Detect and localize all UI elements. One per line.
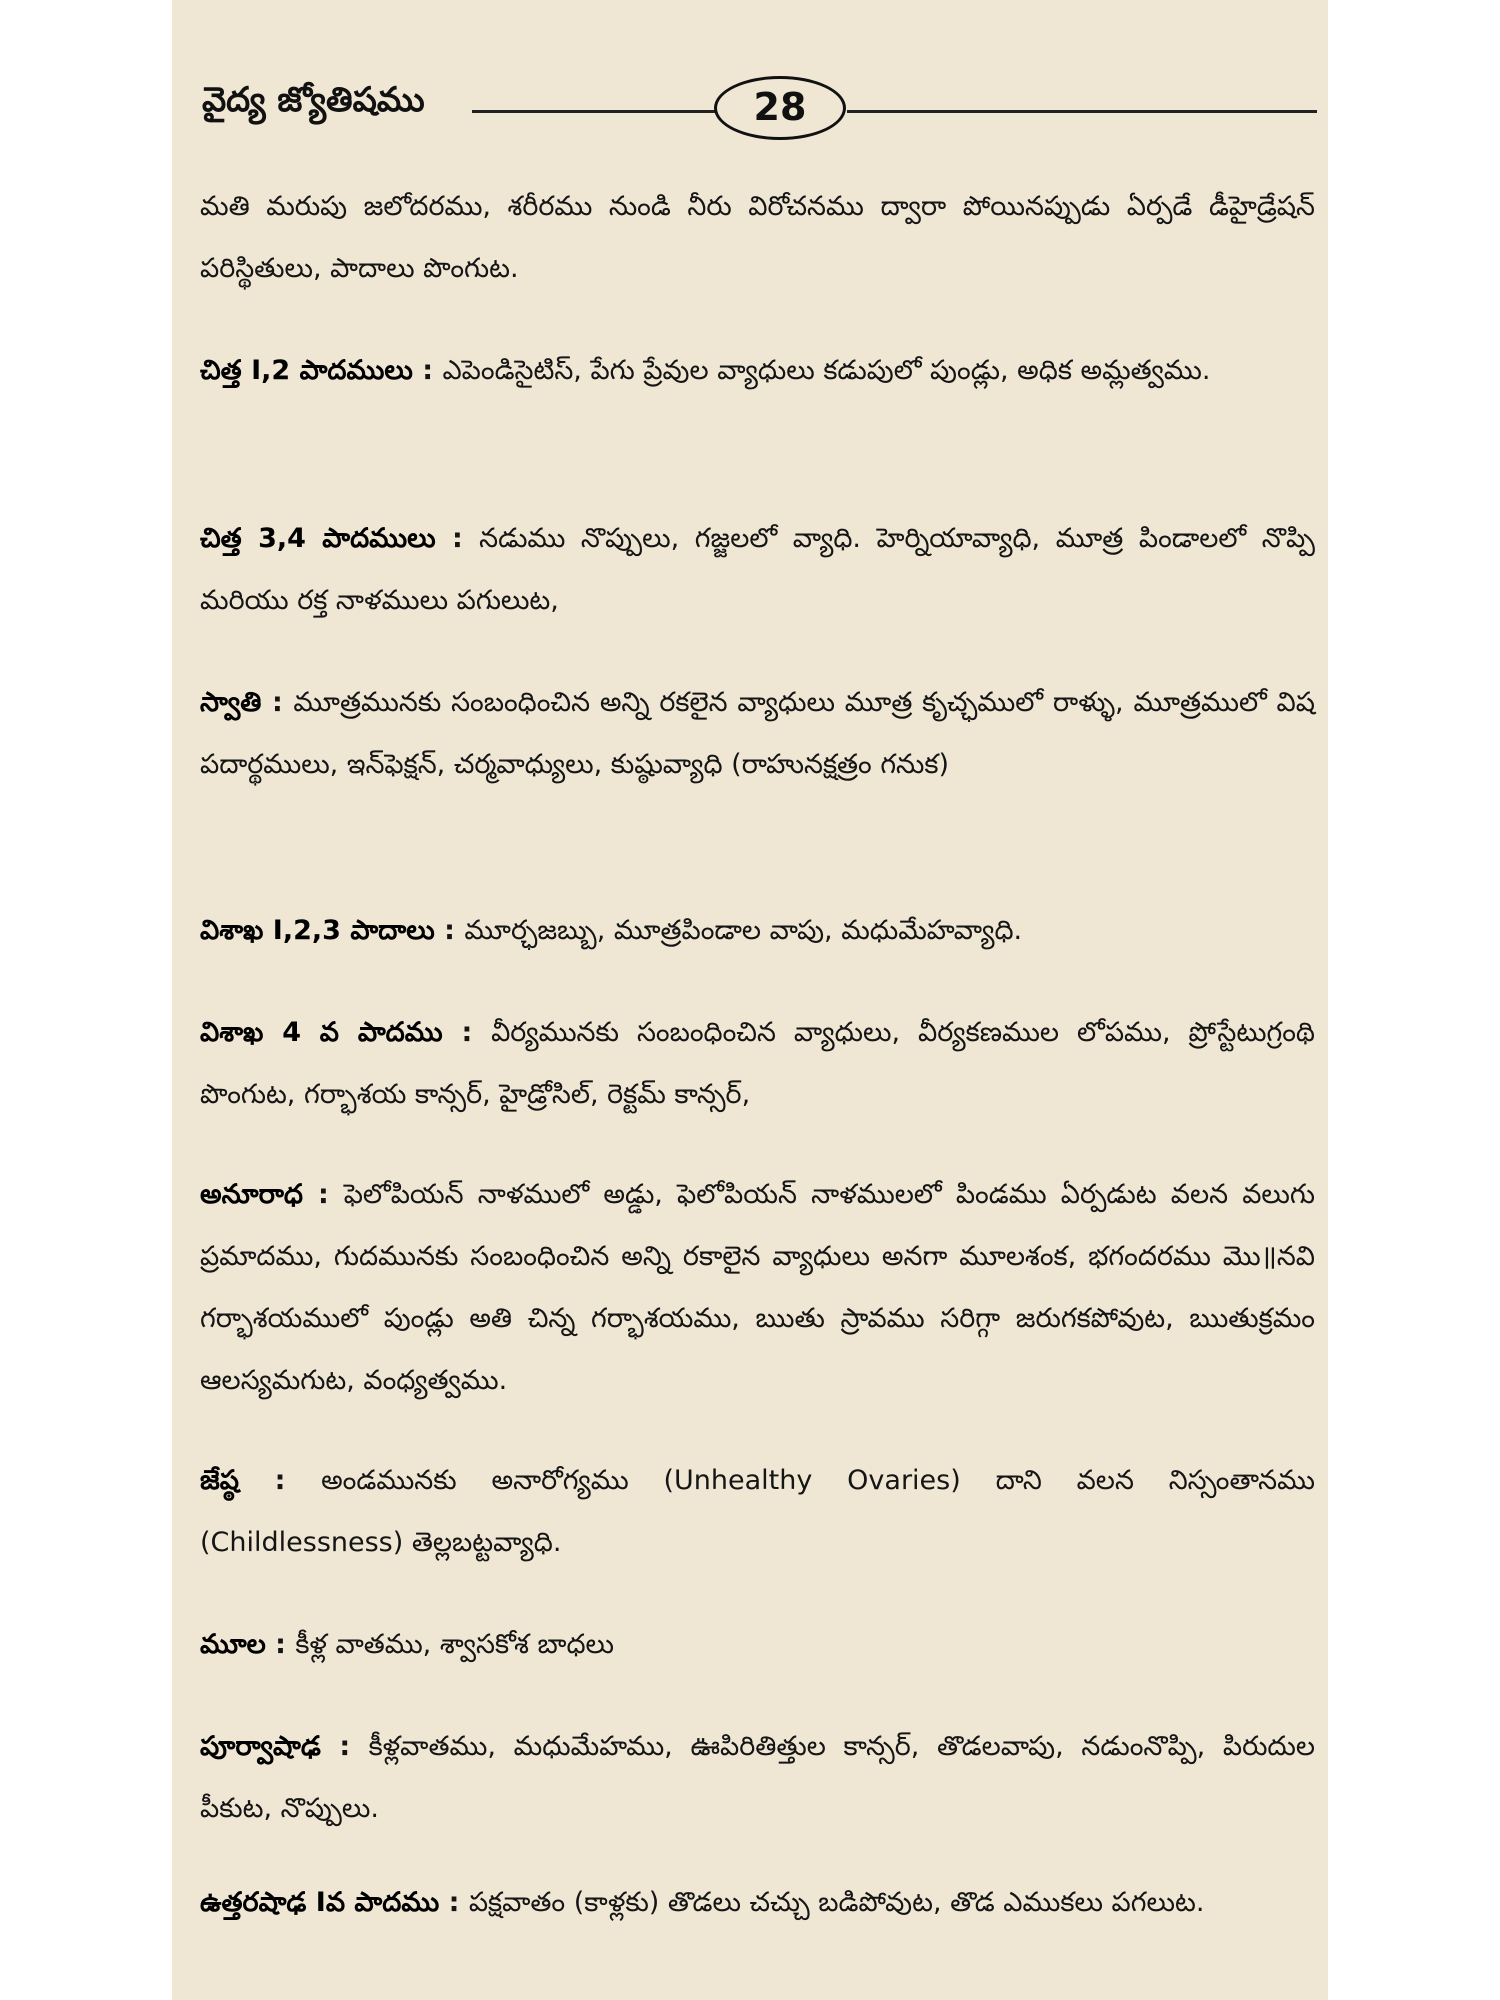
entry-text: కీళ్ల వాతము, శ్వాసకోశ బాధలు [295, 1629, 615, 1660]
entry-term: పూర్వాషాఢ [200, 1731, 321, 1762]
entry-text: కీళ్లవాతము, మధుమేహము, ఊపిరితిత్తుల కాన్సర్, తొడలవాపు, నడుంనొప్పి, పిరుదుల పీకుట, నొప్పులు. [200, 1731, 1315, 1824]
page-number: 28 [714, 76, 846, 140]
entry-swati: స్వాతి : మూత్రమునకు సంబంధించిన అన్ని రకలైన వ్యాధులు మూత్ర కృచ్ఛములో రాళ్ళు, మూత్రములో విష పదార్థములు, ఇన్‌ఫెక్షన్, చర్మవాధ్యులు, కుష్ఠువ్యాధి (రాహునక్షత్రం గనుక) [200, 687, 1315, 780]
entry-chitta-1-2: చిత్త I,2 పాదములు : ఎపెండిసైటిస్, పేగు ప్రేవుల వ్యాధులు కడుపులో పుండ్లు, అధిక అమ్లత్వము. [200, 355, 1211, 386]
entry-purvashadha: పూర్వాషాఢ : కీళ్లవాతము, మధుమేహము, ఊపిరితిత్తుల కాన్సర్, తొడలవాపు, నడుంనొప్పి, పిరుదుల పీకుట, నొప్పులు. [200, 1731, 1315, 1824]
entry-term: ఉత్తరషాఢ Iవ పాదము [200, 1887, 440, 1918]
entry-text: వీర్యమునకు సంబంధించిన వ్యాధులు, వీర్యకణముల లోపము, ప్రోస్టేటుగ్రంథి పొంగుట, గర్భాశయ కాన్సర్, హైడ్రోసిల్, రెక్టమ్ కాన్సర్, [200, 1017, 1315, 1110]
entry-text: ఫెలోపియన్ నాళములో అడ్డు, ఫెలోపియన్ నాళములలో పిండము ఏర్పడుట వలన వలుగు ప్రమాదము, గుదమునకు సంబంధించిన అన్ని రకాలైన వ్యాధులు అనగా మూలశంక, భగందరము మొ॥నవి గర్భాశయములో పుండ్లు అతి చిన్న గర్భాశయము, ఋతు స్రావము సరిగ్గా జరుగకపోవుట, ఋతుక్రమం ఆలస్యమగుట, వంధ్యత్వము. [200, 1179, 1315, 1396]
entry-anuradha: అనూరాధ : ఫెలోపియన్ నాళములో అడ్డు, ఫెలోపియన్ నాళములలో పిండము ఏర్పడుట వలన వలుగు ప్రమాదము, గుదమునకు సంబంధించిన అన్ని రకాలైన వ్యాధులు అనగా మూలశంక, భగందరము మొ॥నవి గర్భాశయములో పుండ్లు అతి చిన్న గర్భాశయము, ఋతు స్రావము సరిగ్గా జరుగకపోవుట, ఋతుక్రమం ఆలస్యమగుట, వంధ్యత్వము. [200, 1179, 1315, 1396]
entry-moola: మూల : కీళ్ల వాతము, శ్వాసకోశ బాధలు [200, 1629, 615, 1660]
entry-term: మూల [200, 1629, 266, 1660]
entry-term: విశాఖ I,2,3 పాదాలు [200, 915, 435, 946]
entry-text: మూర్ఛజబ్బు, మూత్రపిండాల వాపు, మధుమేహవ్యాధి. [464, 915, 1023, 946]
entry-text: ఎపెండిసైటిస్, పేగు ప్రేవుల వ్యాధులు కడుపులో పుండ్లు, అధిక అమ్లత్వము. [442, 355, 1211, 386]
intro-text: మతి మరుపు జలోదరము, శరీరము నుండి నీరు విరోచనము ద్వారా పోయినప్పుడు ఏర్పడే డీహైడ్రేషన్ పరిస్థితులు, పాదాలు పొంగుట. [200, 191, 1315, 284]
entry-term: చిత్త 3,4 పాదములు [200, 523, 436, 554]
entry-term: అనూరాధ [200, 1179, 303, 1210]
entry-text: నడుము నొప్పులు, గజ్జలలో వ్యాధి. హెర్నియావ్యాధి, మూత్ర పిండాలలో నొప్పి మరియు రక్త నాళములు పగులుట, [200, 523, 1315, 616]
entry-term: చిత్త I,2 పాదములు [200, 355, 413, 386]
entry-text: మూత్రమునకు సంబంధించిన అన్ని రకలైన వ్యాధులు మూత్ర కృచ్ఛములో రాళ్ళు, మూత్రములో విష పదార్థములు, ఇన్‌ఫెక్షన్, చర్మవాధ్యులు, కుష్ఠువ్యాధి (రాహునక్షత్రం గనుక) [200, 687, 1315, 780]
entry-jyeshta: జేష్ఠ : అండమునకు అనారోగ్యము (Unhealthy Ovaries) దాని వలన నిస్సంతానము (Childlessness) తెల్లబట్టవ్యాధి. [200, 1465, 1315, 1558]
page-header [202, 72, 1312, 152]
book-page [172, 0, 1328, 2000]
entry-vishakha-4: విశాఖ 4 వ పాదము : వీర్యమునకు సంబంధించిన వ్యాధులు, వీర్యకణముల లోపము, ప్రోస్టేటుగ్రంథి పొంగుట, గర్భాశయ కాన్సర్, హైడ్రోసిల్, రెక్టమ్ కాన్సర్, [200, 1017, 1315, 1110]
entry-term: జేష్ఠ [200, 1465, 239, 1496]
entry-text: అండమునకు అనారోగ్యము (Unhealthy Ovaries) దాని వలన నిస్సంతానము (Childlessness) తెల్లబట్టవ్యాధి. [200, 1465, 1315, 1558]
header-rule-left [472, 110, 722, 113]
header-rule-right [847, 110, 1317, 113]
intro-paragraph [200, 176, 1315, 300]
book-title: వైద్య జ్యోతిషము [202, 80, 425, 120]
entry-text: పక్షవాతం (కాళ్లకు) తొడలు చచ్చు బడిపోవుట, తొడ ఎముకలు పగలుట. [468, 1887, 1205, 1918]
entry-term: స్వాతి [200, 687, 262, 718]
entry-chitta-3-4: చిత్త 3,4 పాదములు : నడుము నొప్పులు, గజ్జలలో వ్యాధి. హెర్నియావ్యాధి, మూత్ర పిండాలలో నొప్పి మరియు రక్త నాళములు పగులుట, [200, 523, 1315, 616]
entry-term: విశాఖ 4 వ పాదము [200, 1017, 443, 1048]
entry-uttarashadha-1: ఉత్తరషాఢ Iవ పాదము : పక్షవాతం (కాళ్లకు) తొడలు చచ్చు బడిపోవుట, తొడ ఎముకలు పగలుట. [200, 1887, 1205, 1918]
entry-vishakha-1-2-3: విశాఖ I,2,3 పాదాలు : మూర్ఛజబ్బు, మూత్రపిండాల వాపు, మధుమేహవ్యాధి. [200, 915, 1023, 946]
